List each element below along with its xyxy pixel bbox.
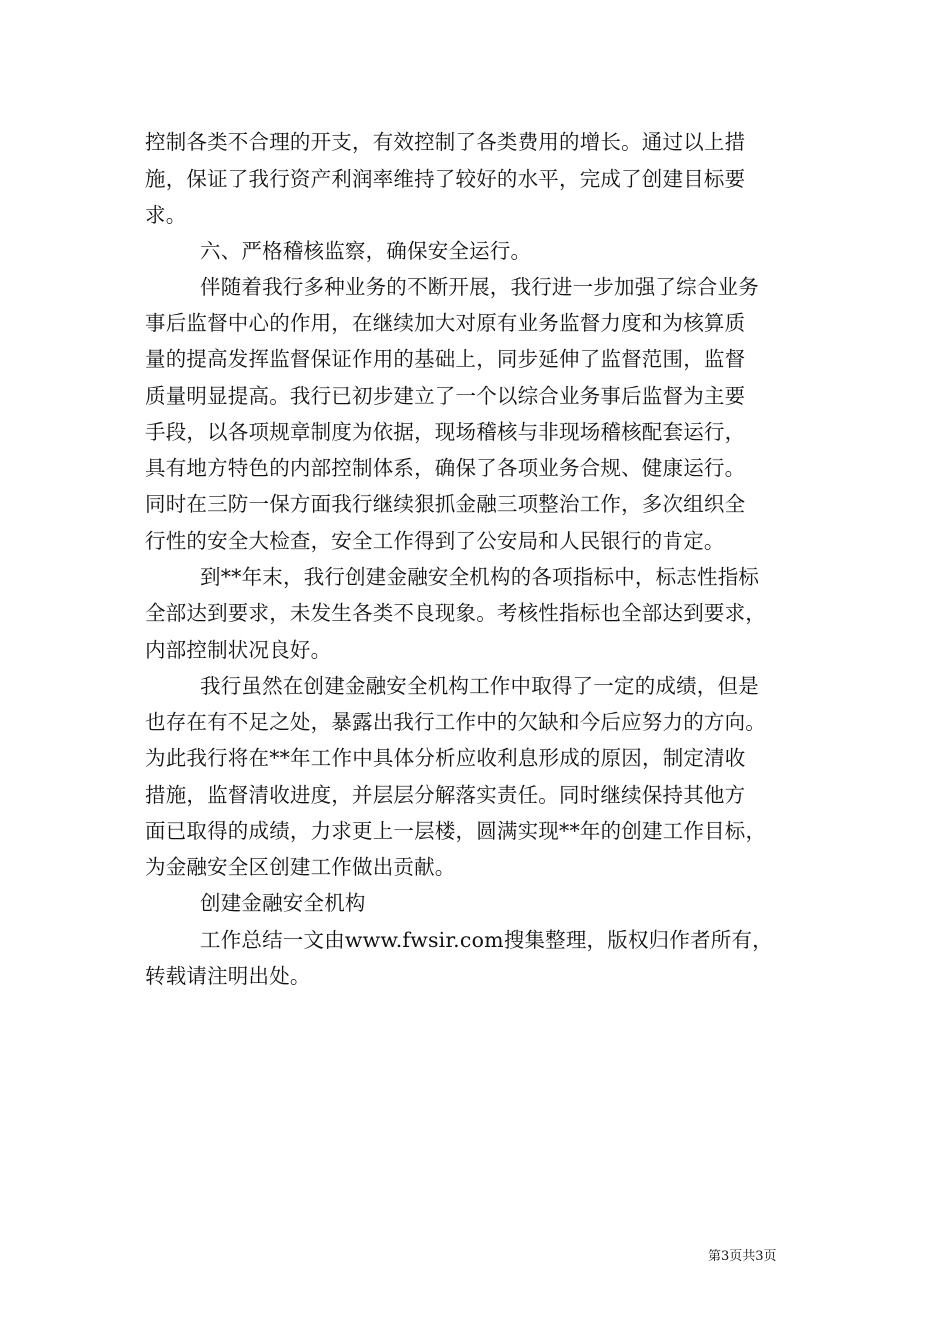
text-line: 伴随着我行多种业务的不断开展，我行进一步加强了综合业务 bbox=[200, 275, 759, 299]
section-heading: 六、严格稽核监察，确保安全运行。 bbox=[200, 239, 532, 263]
text-line: 措施，监督清收进度，并层层分解落实责任。同时继续保持其他方 bbox=[145, 783, 746, 807]
text-line: 量的提高发挥监督保证作用的基础上，同步延伸了监督范围，监督 bbox=[145, 347, 746, 371]
text-line: 为此我行将在**年工作中具体分析应收利息形成的原因，制定清收 bbox=[145, 746, 746, 770]
text-line: 内部控制状况良好。 bbox=[145, 638, 332, 662]
text-line: 求。 bbox=[145, 203, 187, 227]
text-line: 具有地方特色的内部控制体系，确保了各项业务合规、健康运行。 bbox=[145, 456, 746, 480]
text-line: 工作总结一文由www.fwsir.com搜集整理，版权归作者所有， bbox=[200, 928, 773, 952]
text-line: 面已取得的成绩，力求更上一层楼，圆满实现**年的创建工作目标， bbox=[145, 819, 767, 843]
text-line: 同时在三防一保方面我行继续狠抓金融三项整治工作，多次组织全 bbox=[145, 492, 746, 516]
text-line: 为金融安全区创建工作做出贡献。 bbox=[145, 855, 456, 879]
text-line: 事后监督中心的作用，在继续加大对原有业务监督力度和为核算质 bbox=[145, 311, 746, 335]
text-line: 全部达到要求，未发生各类不良现象。考核性指标也全部达到要求， bbox=[145, 601, 766, 625]
text-line: 施，保证了我行资产利润率维持了较好的水平，完成了创建目标要 bbox=[145, 167, 746, 191]
page-number: 第3页共3页 bbox=[708, 1249, 777, 1264]
text-line: 到**年末，我行创建金融安全机构的各项指标中，标志性指标 bbox=[200, 565, 760, 589]
text-line: 创建金融安全机构 bbox=[200, 891, 366, 915]
text-line: 行性的安全大检查，安全工作得到了公安局和人民银行的肯定。 bbox=[145, 529, 725, 553]
text-line: 转载请注明出处。 bbox=[145, 964, 311, 988]
text-line: 控制各类不合理的开支，有效控制了各类费用的增长。通过以上措 bbox=[145, 130, 746, 154]
text-line: 质量明显提高。我行已初步建立了一个以综合业务事后监督为主要 bbox=[145, 384, 746, 408]
text-line: 手段，以各项规章制度为依据，现场稽核与非现场稽核配套运行， bbox=[145, 420, 746, 444]
text-line: 我行虽然在创建金融安全机构工作中取得了一定的成绩，但是 bbox=[200, 674, 759, 698]
text-line: 也存在有不足之处，暴露出我行工作中的欠缺和今后应努力的方向。 bbox=[145, 710, 766, 734]
